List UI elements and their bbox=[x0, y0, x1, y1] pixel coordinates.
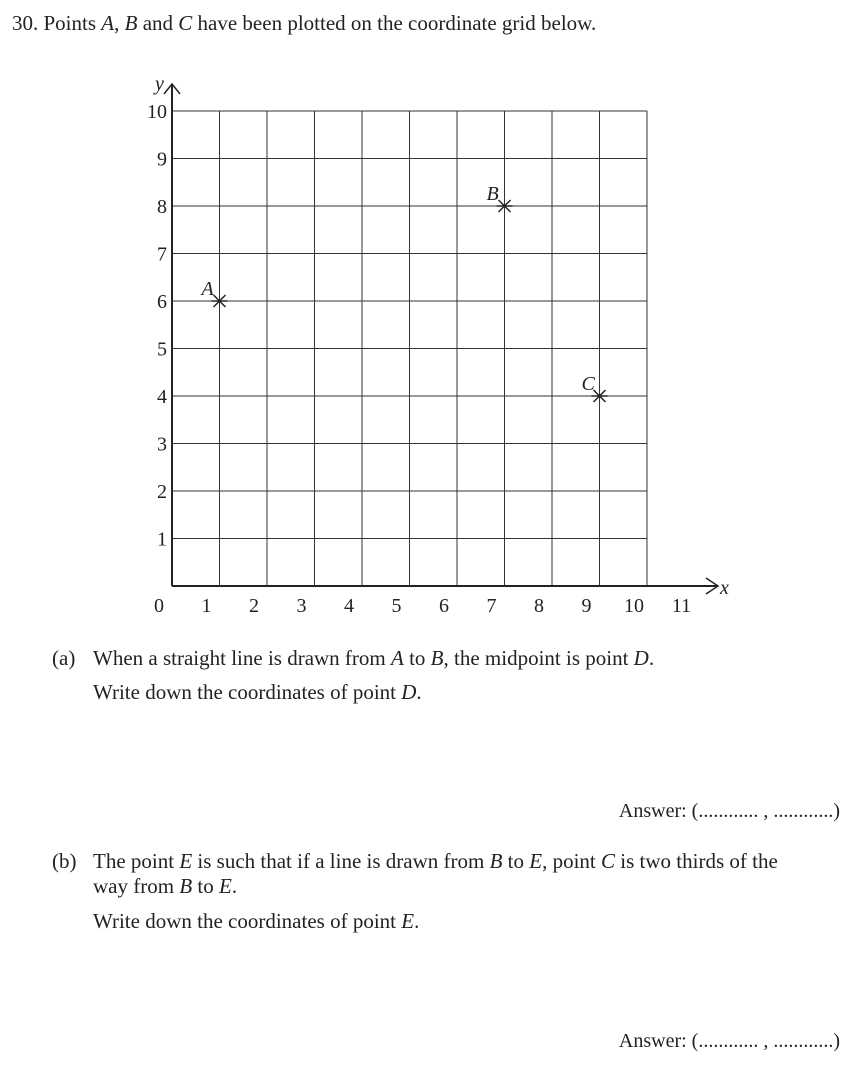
part-a-label: (a) bbox=[52, 646, 76, 670]
x-tick-label: 7 bbox=[486, 595, 497, 617]
part-a-line2: Write down the coordinates of point D. bbox=[93, 680, 422, 704]
part-b-answer-field[interactable]: Answer: (............ , ............) bbox=[618, 1030, 840, 1052]
part-a-answer-field[interactable]: Answer: (............ , ............) bbox=[618, 800, 840, 822]
point-label: A bbox=[201, 278, 214, 300]
point-label: C bbox=[581, 373, 595, 395]
y-tick-label: 10 bbox=[147, 101, 167, 123]
x-tick-label: 8 bbox=[534, 595, 544, 617]
y-tick-label: 6 bbox=[157, 291, 167, 313]
x-tick-label: 3 bbox=[296, 595, 307, 617]
part-b-line1: The point E is such that if a line is drawn from B to E, point C is two thirds of the bbox=[93, 849, 778, 873]
y-tick-label: 9 bbox=[157, 148, 167, 171]
point-label: B bbox=[486, 183, 499, 205]
x-axis-label: x bbox=[720, 577, 729, 599]
y-tick-label: 4 bbox=[157, 386, 167, 408]
y-tick-label: 5 bbox=[157, 338, 167, 361]
part-b-line3: Write down the coordinates of point E. bbox=[93, 909, 420, 933]
part-a-line1: When a straight line is drawn from A to B, the midpoint is point D. bbox=[93, 646, 655, 670]
y-tick-label: 7 bbox=[157, 243, 167, 266]
x-tick-label: 4 bbox=[344, 595, 354, 617]
question-text: Points A, B and C have been plotted on the coordinate grid below. bbox=[43, 11, 597, 35]
part-b-label: (b) bbox=[52, 849, 77, 873]
question-number: 30. bbox=[12, 11, 39, 35]
x-tick-label: 2 bbox=[249, 595, 259, 617]
y-tick-label: 1 bbox=[157, 528, 167, 551]
x-tick-label: 9 bbox=[581, 595, 592, 617]
part-b-line2: way from B to E. bbox=[93, 874, 238, 898]
x-tick-label: 11 bbox=[671, 595, 692, 617]
y-axis-label: y bbox=[155, 73, 164, 95]
x-tick-label: 1 bbox=[201, 595, 212, 617]
y-tick-label: 8 bbox=[157, 196, 167, 218]
x-tick-label: 5 bbox=[391, 595, 402, 617]
y-tick-label: 2 bbox=[157, 481, 167, 503]
x-tick-label: 10 bbox=[624, 595, 644, 617]
x-tick-label: 6 bbox=[439, 595, 449, 617]
y-tick-label: 3 bbox=[157, 433, 167, 456]
x-tick-label: 0 bbox=[154, 595, 164, 617]
